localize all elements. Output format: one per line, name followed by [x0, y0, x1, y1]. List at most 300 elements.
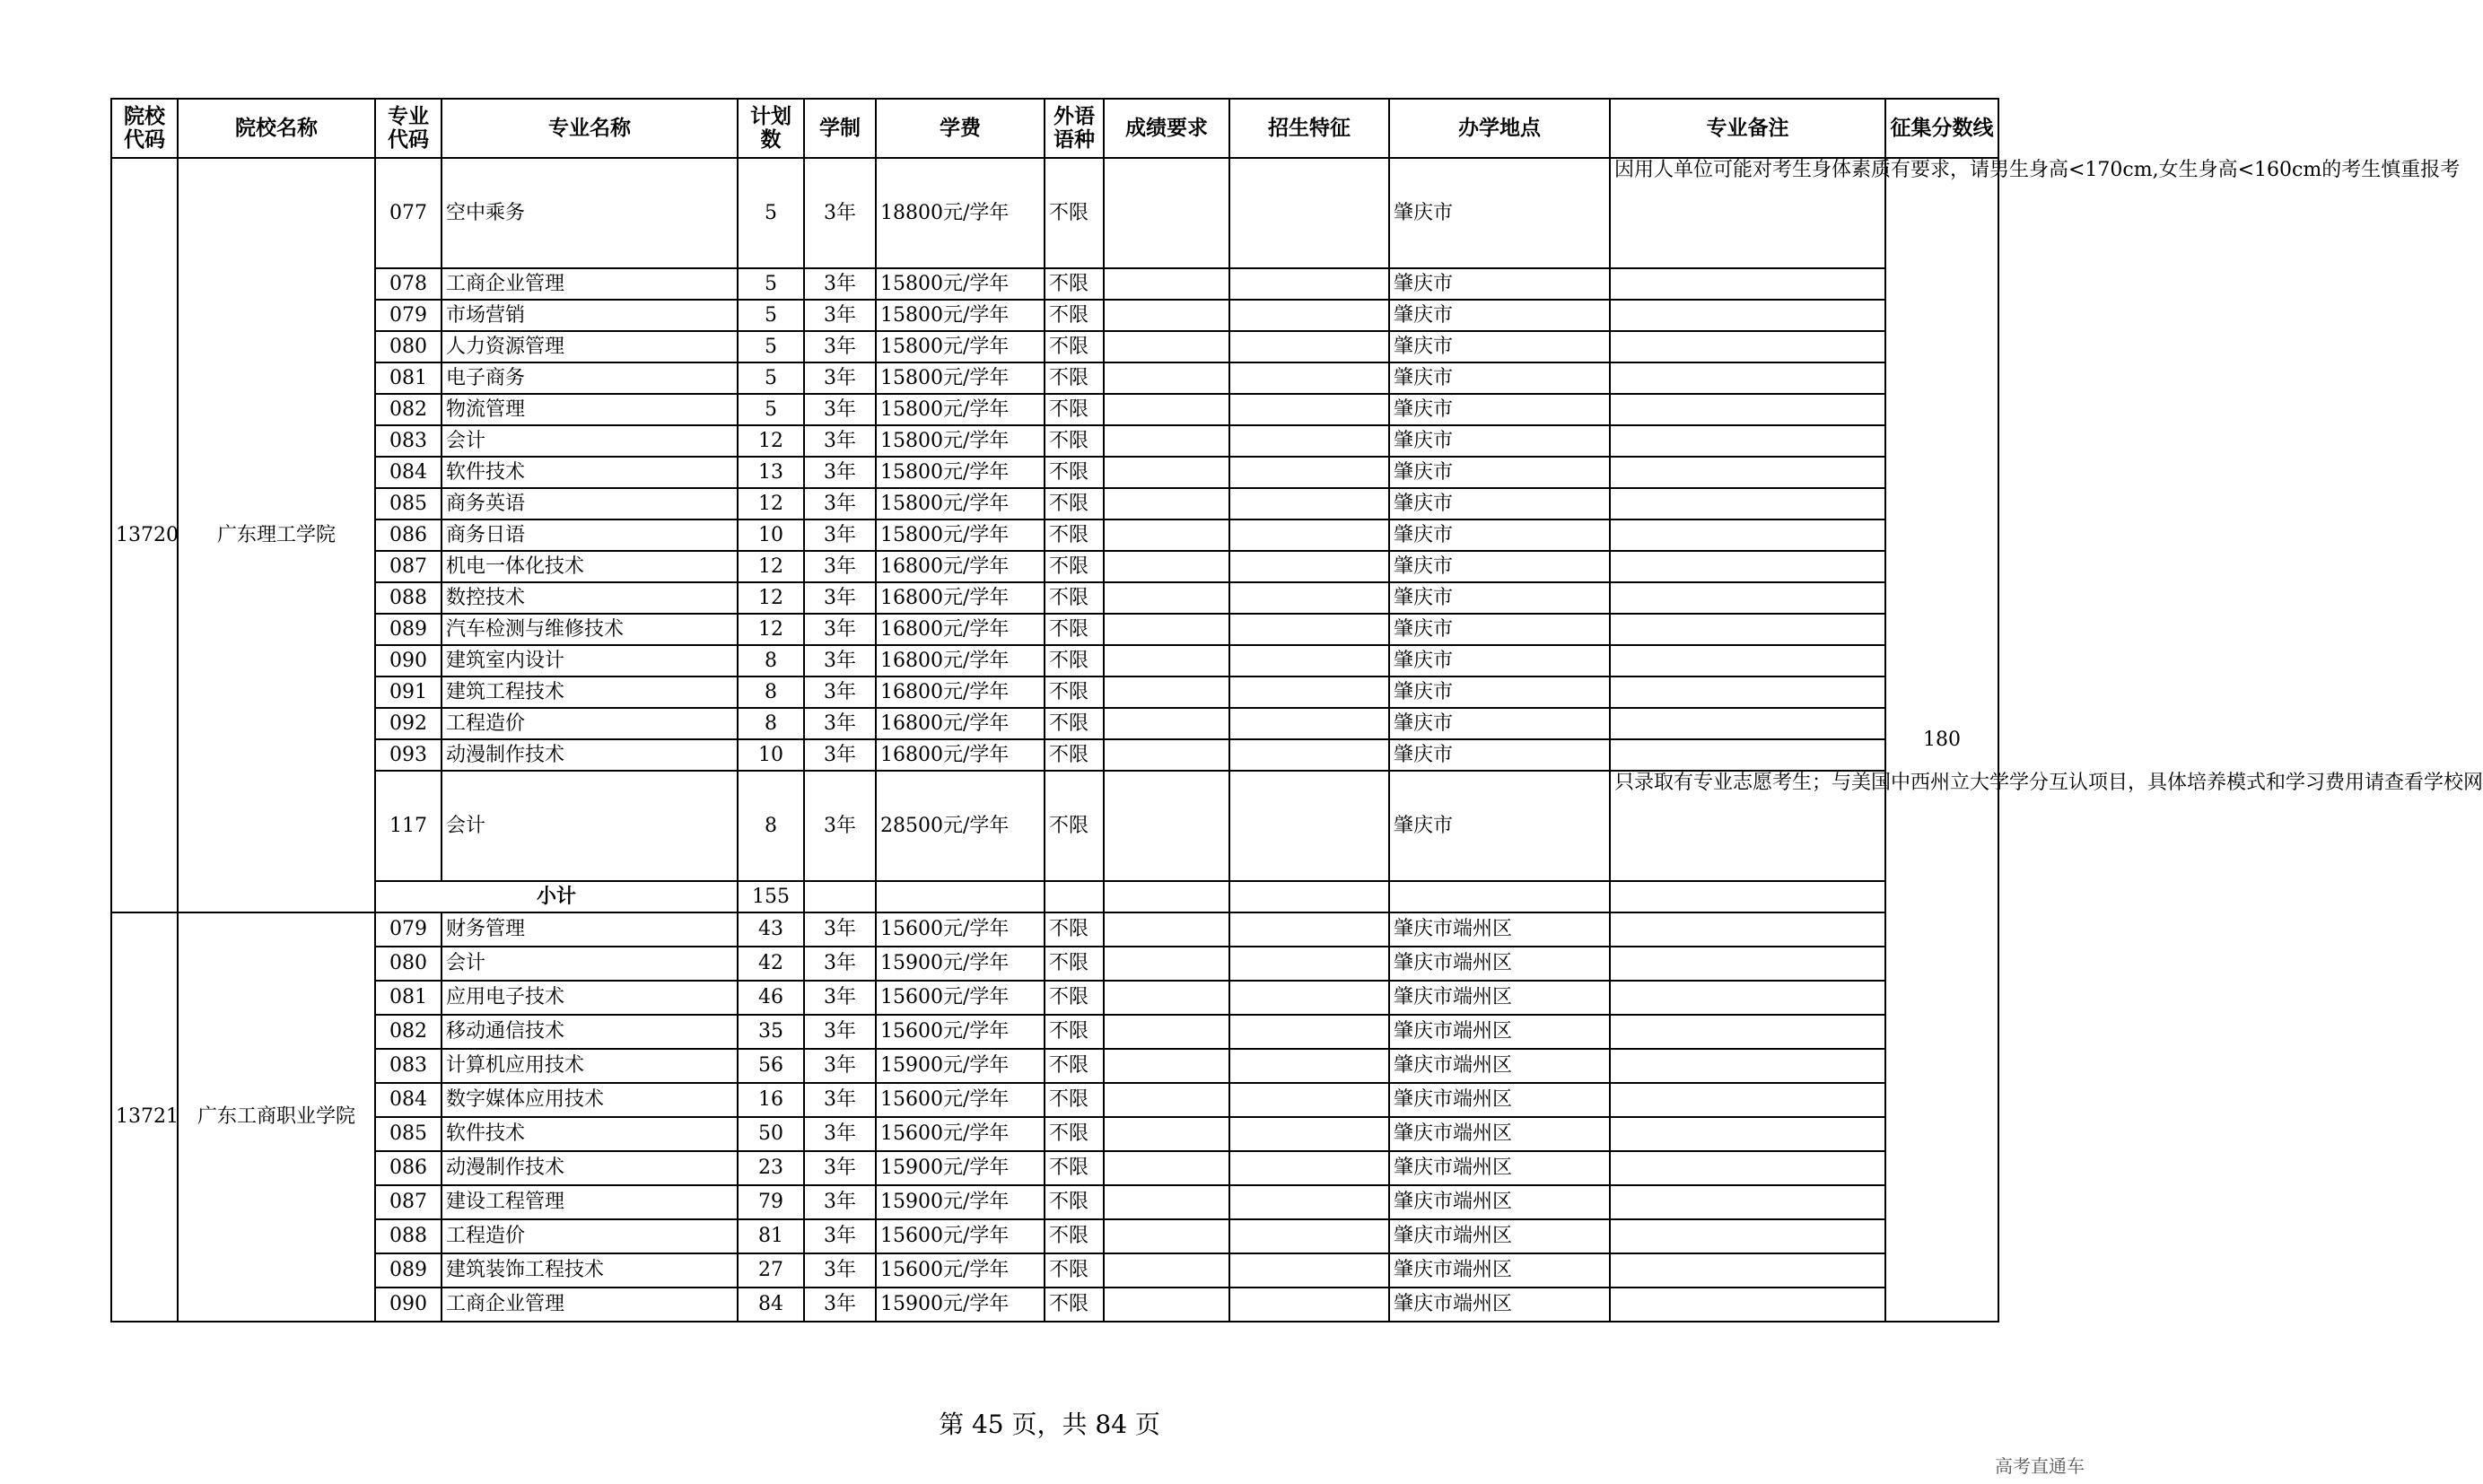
- remark-cell: [1610, 1185, 1885, 1219]
- major-name-cell: 计算机应用技术: [442, 1049, 738, 1083]
- table-row: [111, 300, 1998, 331]
- tuition-cell: 16800元/学年: [876, 677, 1045, 708]
- grade-req-cell: [1104, 708, 1229, 739]
- remark-cell: [1610, 582, 1885, 614]
- plan-cell: 5: [738, 362, 804, 394]
- features-cell: [1229, 771, 1389, 881]
- table-row: [111, 268, 1998, 300]
- table-row: [111, 519, 1998, 551]
- subtotal-years-cell: [804, 881, 876, 912]
- subtotal-tuition-cell: [876, 881, 1045, 912]
- location-cell: 肇庆市: [1389, 739, 1610, 771]
- grade-req-cell: [1104, 158, 1229, 268]
- major-code-cell: 079: [375, 912, 442, 947]
- language-cell: 不限: [1045, 981, 1104, 1015]
- major-name-cell: 动漫制作技术: [442, 739, 738, 771]
- grade-req-cell: [1104, 551, 1229, 582]
- location-cell: 肇庆市: [1389, 362, 1610, 394]
- plan-cell: 5: [738, 394, 804, 425]
- header-remark: 专业备注: [1610, 99, 1885, 158]
- years-cell: 3年: [804, 1253, 876, 1288]
- table-row: [111, 739, 1998, 771]
- grade-req-cell: [1104, 947, 1229, 981]
- tuition-cell: 15800元/学年: [876, 300, 1045, 331]
- language-cell: 不限: [1045, 268, 1104, 300]
- table-row: [111, 1219, 1998, 1253]
- plan-cell: 84: [738, 1288, 804, 1322]
- language-cell: 不限: [1045, 1151, 1104, 1185]
- location-cell: 肇庆市: [1389, 677, 1610, 708]
- major-name-cell: 工程造价: [442, 1219, 738, 1253]
- grade-req-cell: [1104, 425, 1229, 457]
- major-code-cell: 087: [375, 551, 442, 582]
- remark-cell: [1610, 1015, 1885, 1049]
- features-cell: [1229, 551, 1389, 582]
- school-name-cell: 广东工商职业学院: [178, 912, 375, 1322]
- admission-plan-table: [110, 98, 2483, 1323]
- table-row: [111, 394, 1998, 425]
- location-cell: 肇庆市: [1389, 614, 1610, 645]
- major-code-cell: 079: [375, 300, 442, 331]
- location-cell: 肇庆市: [1389, 158, 1610, 268]
- plan-cell: 13: [738, 457, 804, 488]
- major-code-cell: 083: [375, 425, 442, 457]
- table-row: [111, 1185, 1998, 1219]
- major-name-cell: 应用电子技术: [442, 981, 738, 1015]
- major-code-cell: 089: [375, 1253, 442, 1288]
- table-row: [111, 1015, 1998, 1049]
- years-cell: 3年: [804, 1151, 876, 1185]
- grade-req-cell: [1104, 1253, 1229, 1288]
- grade-req-cell: [1104, 488, 1229, 519]
- plan-cell: 27: [738, 1253, 804, 1288]
- header-plan: 计划数: [738, 99, 804, 158]
- location-cell: 肇庆市: [1389, 771, 1610, 881]
- years-cell: 3年: [804, 158, 876, 268]
- plan-cell: 43: [738, 912, 804, 947]
- major-code-cell: 083: [375, 1049, 442, 1083]
- table-row: [111, 1253, 1998, 1288]
- language-cell: 不限: [1045, 739, 1104, 771]
- tuition-cell: 16800元/学年: [876, 645, 1045, 677]
- location-cell: 肇庆市: [1389, 300, 1610, 331]
- features-cell: [1229, 1151, 1389, 1185]
- location-cell: 肇庆市端州区: [1389, 912, 1610, 947]
- features-cell: [1229, 1288, 1389, 1322]
- major-name-cell: 汽车检测与维修技术: [442, 614, 738, 645]
- language-cell: 不限: [1045, 394, 1104, 425]
- major-name-cell: 建筑室内设计: [442, 645, 738, 677]
- years-cell: 3年: [804, 771, 876, 881]
- remark-cell: [1610, 519, 1885, 551]
- major-name-cell: 数控技术: [442, 582, 738, 614]
- major-code-cell: 082: [375, 394, 442, 425]
- header-features: 招生特征: [1229, 99, 1389, 158]
- location-cell: 肇庆市: [1389, 457, 1610, 488]
- language-cell: 不限: [1045, 1083, 1104, 1117]
- major-name-cell: 财务管理: [442, 912, 738, 947]
- tuition-cell: 15600元/学年: [876, 912, 1045, 947]
- tuition-cell: 15900元/学年: [876, 1049, 1045, 1083]
- table-row: [111, 1117, 1998, 1151]
- features-cell: [1229, 488, 1389, 519]
- features-cell: [1229, 708, 1389, 739]
- years-cell: 3年: [804, 947, 876, 981]
- major-name-cell: 数字媒体应用技术: [442, 1083, 738, 1117]
- table-row: [111, 488, 1998, 519]
- remark-cell: [1610, 708, 1885, 739]
- plan-cell: 79: [738, 1185, 804, 1219]
- features-cell: [1229, 947, 1389, 981]
- language-cell: 不限: [1045, 1049, 1104, 1083]
- location-cell: 肇庆市: [1389, 331, 1610, 362]
- features-cell: [1229, 739, 1389, 771]
- table-row: [111, 771, 1998, 881]
- language-cell: 不限: [1045, 708, 1104, 739]
- features-cell: [1229, 1117, 1389, 1151]
- language-cell: 不限: [1045, 1185, 1104, 1219]
- plan-cell: 46: [738, 981, 804, 1015]
- major-code-cell: 084: [375, 1083, 442, 1117]
- language-cell: 不限: [1045, 457, 1104, 488]
- school-code-cell: 13720: [111, 158, 178, 912]
- tuition-cell: 15800元/学年: [876, 394, 1045, 425]
- grade-req-cell: [1104, 677, 1229, 708]
- language-cell: 不限: [1045, 1219, 1104, 1253]
- remark-cell: [1610, 614, 1885, 645]
- tuition-cell: 15800元/学年: [876, 519, 1045, 551]
- location-cell: 肇庆市端州区: [1389, 1015, 1610, 1049]
- plan-cell: 12: [738, 582, 804, 614]
- features-cell: [1229, 425, 1389, 457]
- major-name-cell: 会计: [442, 771, 738, 881]
- years-cell: 3年: [804, 1049, 876, 1083]
- years-cell: 3年: [804, 519, 876, 551]
- header-school-name: 院校名称: [178, 99, 375, 158]
- features-cell: [1229, 268, 1389, 300]
- grade-req-cell: [1104, 582, 1229, 614]
- plan-cell: 12: [738, 488, 804, 519]
- table-row: [111, 551, 1998, 582]
- years-cell: 3年: [804, 614, 876, 645]
- major-name-cell: 工程造价: [442, 708, 738, 739]
- tuition-cell: 15900元/学年: [876, 1288, 1045, 1322]
- grade-req-cell: [1104, 394, 1229, 425]
- language-cell: 不限: [1045, 947, 1104, 981]
- remark-cell: [1610, 331, 1885, 362]
- years-cell: 3年: [804, 331, 876, 362]
- years-cell: 3年: [804, 1015, 876, 1049]
- tuition-cell: 15800元/学年: [876, 457, 1045, 488]
- major-code-cell: 081: [375, 362, 442, 394]
- plan-cell: 5: [738, 158, 804, 268]
- major-name-cell: 电子商务: [442, 362, 738, 394]
- grade-req-cell: [1104, 1015, 1229, 1049]
- remark-cell: [1610, 1049, 1885, 1083]
- language-cell: 不限: [1045, 551, 1104, 582]
- tuition-cell: 16800元/学年: [876, 739, 1045, 771]
- major-name-cell: 建设工程管理: [442, 1185, 738, 1219]
- tuition-cell: 16800元/学年: [876, 551, 1045, 582]
- plan-cell: 8: [738, 771, 804, 881]
- features-cell: [1229, 1253, 1389, 1288]
- header-location: 办学地点: [1389, 99, 1610, 158]
- table-body: [111, 158, 2483, 1322]
- major-code-cell: 081: [375, 981, 442, 1015]
- table-row: [111, 582, 1998, 614]
- remark-cell: [1610, 300, 1885, 331]
- subtotal-grade-req-cell: [1104, 881, 1229, 912]
- major-code-cell: 088: [375, 582, 442, 614]
- table-row: [111, 158, 1998, 268]
- language-cell: 不限: [1045, 488, 1104, 519]
- score-line-cell: 180: [1885, 158, 1998, 1322]
- remark-cell: [1610, 645, 1885, 677]
- header-major-name: 专业名称: [442, 99, 738, 158]
- grade-req-cell: [1104, 912, 1229, 947]
- language-cell: 不限: [1045, 300, 1104, 331]
- tuition-cell: 15800元/学年: [876, 268, 1045, 300]
- tuition-cell: 16800元/学年: [876, 708, 1045, 739]
- subtotal-remark-cell: [1610, 881, 1885, 912]
- features-cell: [1229, 645, 1389, 677]
- location-cell: 肇庆市: [1389, 551, 1610, 582]
- major-name-cell: 工商企业管理: [442, 1288, 738, 1322]
- years-cell: 3年: [804, 1117, 876, 1151]
- language-cell: 不限: [1045, 1288, 1104, 1322]
- features-cell: [1229, 582, 1389, 614]
- location-cell: 肇庆市: [1389, 645, 1610, 677]
- grade-req-cell: [1104, 771, 1229, 881]
- language-cell: 不限: [1045, 1117, 1104, 1151]
- language-cell: 不限: [1045, 1253, 1104, 1288]
- major-code-cell: 117: [375, 771, 442, 881]
- major-name-cell: 商务日语: [442, 519, 738, 551]
- years-cell: 3年: [804, 708, 876, 739]
- tuition-cell: 15800元/学年: [876, 362, 1045, 394]
- language-cell: 不限: [1045, 519, 1104, 551]
- years-cell: 3年: [804, 1185, 876, 1219]
- years-cell: 3年: [804, 739, 876, 771]
- plan-cell: 5: [738, 268, 804, 300]
- remark-cell: [1610, 488, 1885, 519]
- school-name-cell: 广东理工学院: [178, 158, 375, 912]
- remark-cell: [1610, 1219, 1885, 1253]
- features-cell: [1229, 677, 1389, 708]
- major-name-cell: 物流管理: [442, 394, 738, 425]
- years-cell: 3年: [804, 912, 876, 947]
- major-code-cell: 086: [375, 1151, 442, 1185]
- language-cell: 不限: [1045, 331, 1104, 362]
- location-cell: 肇庆市端州区: [1389, 1117, 1610, 1151]
- subtotal-row: [111, 881, 1998, 912]
- location-cell: 肇庆市端州区: [1389, 981, 1610, 1015]
- years-cell: 3年: [804, 394, 876, 425]
- major-name-cell: 人力资源管理: [442, 331, 738, 362]
- location-cell: 肇庆市端州区: [1389, 947, 1610, 981]
- language-cell: 不限: [1045, 158, 1104, 268]
- subtotal-features-cell: [1229, 881, 1389, 912]
- major-code-cell: 085: [375, 488, 442, 519]
- years-cell: 3年: [804, 1219, 876, 1253]
- major-code-cell: 093: [375, 739, 442, 771]
- major-name-cell: 软件技术: [442, 1117, 738, 1151]
- years-cell: 3年: [804, 645, 876, 677]
- remark-cell: [1610, 1151, 1885, 1185]
- years-cell: 3年: [804, 582, 876, 614]
- location-cell: 肇庆市端州区: [1389, 1151, 1610, 1185]
- plan-cell: 5: [738, 300, 804, 331]
- tuition-cell: 28500元/学年: [876, 771, 1045, 881]
- features-cell: [1229, 1185, 1389, 1219]
- remark-cell: [1610, 268, 1885, 300]
- grade-req-cell: [1104, 981, 1229, 1015]
- table-row: [111, 1288, 1998, 1322]
- tuition-cell: 15800元/学年: [876, 425, 1045, 457]
- major-code-cell: 089: [375, 614, 442, 645]
- major-name-cell: 市场营销: [442, 300, 738, 331]
- grade-req-cell: [1104, 1185, 1229, 1219]
- remark-cell: [1610, 425, 1885, 457]
- language-cell: 不限: [1045, 912, 1104, 947]
- remark-cell: [1610, 457, 1885, 488]
- grade-req-cell: [1104, 1049, 1229, 1083]
- location-cell: 肇庆市: [1389, 425, 1610, 457]
- table-row: [111, 947, 1998, 981]
- table-row: [111, 677, 1998, 708]
- grade-req-cell: [1104, 1219, 1229, 1253]
- years-cell: 3年: [804, 362, 876, 394]
- table-row: [111, 331, 1998, 362]
- location-cell: 肇庆市: [1389, 708, 1610, 739]
- table-row: [111, 1049, 1998, 1083]
- tuition-cell: 15900元/学年: [876, 1151, 1045, 1185]
- grade-req-cell: [1104, 457, 1229, 488]
- major-code-cell: 084: [375, 457, 442, 488]
- tuition-cell: 15600元/学年: [876, 1219, 1045, 1253]
- plan-cell: 81: [738, 1219, 804, 1253]
- major-name-cell: 空中乘务: [442, 158, 738, 268]
- major-code-cell: 080: [375, 947, 442, 981]
- major-name-cell: 建筑工程技术: [442, 677, 738, 708]
- plan-cell: 10: [738, 739, 804, 771]
- language-cell: 不限: [1045, 614, 1104, 645]
- features-cell: [1229, 912, 1389, 947]
- remark-cell: [1610, 1117, 1885, 1151]
- plan-cell: 5: [738, 331, 804, 362]
- table-row: [111, 645, 1998, 677]
- tuition-cell: 15600元/学年: [876, 1083, 1045, 1117]
- major-name-cell: 机电一体化技术: [442, 551, 738, 582]
- features-cell: [1229, 1049, 1389, 1083]
- grade-req-cell: [1104, 519, 1229, 551]
- major-name-cell: 商务英语: [442, 488, 738, 519]
- table-row: [111, 912, 1998, 947]
- years-cell: 3年: [804, 425, 876, 457]
- grade-req-cell: [1104, 1117, 1229, 1151]
- years-cell: 3年: [804, 677, 876, 708]
- features-cell: [1229, 981, 1389, 1015]
- language-cell: 不限: [1045, 425, 1104, 457]
- major-code-cell: 090: [375, 1288, 442, 1322]
- header-score-line: 征集分数线: [1885, 99, 1998, 158]
- subtotal-value: 155: [738, 881, 804, 912]
- language-cell: 不限: [1045, 677, 1104, 708]
- language-cell: 不限: [1045, 771, 1104, 881]
- plan-cell: 12: [738, 425, 804, 457]
- watermark: 高考直通车: [1995, 1455, 2085, 1477]
- location-cell: 肇庆市: [1389, 519, 1610, 551]
- major-code-cell: 077: [375, 158, 442, 268]
- grade-req-cell: [1104, 739, 1229, 771]
- remark-cell: [1610, 362, 1885, 394]
- remark-cell: [1610, 1253, 1885, 1288]
- major-name-cell: 动漫制作技术: [442, 1151, 738, 1185]
- location-cell: 肇庆市端州区: [1389, 1185, 1610, 1219]
- language-cell: 不限: [1045, 362, 1104, 394]
- tuition-cell: 15600元/学年: [876, 1015, 1045, 1049]
- table-row: [111, 1083, 1998, 1117]
- grade-req-cell: [1104, 331, 1229, 362]
- tuition-cell: 15900元/学年: [876, 947, 1045, 981]
- header-row: [111, 99, 1998, 158]
- plan-cell: 8: [738, 645, 804, 677]
- location-cell: 肇庆市端州区: [1389, 1083, 1610, 1117]
- plan-cell: 35: [738, 1015, 804, 1049]
- grade-req-cell: [1104, 1288, 1229, 1322]
- table-row: [111, 425, 1998, 457]
- tuition-cell: 16800元/学年: [876, 614, 1045, 645]
- major-code-cell: 088: [375, 1219, 442, 1253]
- subtotal-label: 小计: [375, 881, 738, 912]
- grade-req-cell: [1104, 362, 1229, 394]
- remark-cell: [1610, 981, 1885, 1015]
- remark-cell: 因用人单位可能对考生身体素质有要求，请男生身高<170cm,女生身高<160cm的考生慎重报考: [1610, 158, 1885, 268]
- major-name-cell: 会计: [442, 947, 738, 981]
- features-cell: [1229, 300, 1389, 331]
- years-cell: 3年: [804, 488, 876, 519]
- major-code-cell: 090: [375, 645, 442, 677]
- plan-cell: 10: [738, 519, 804, 551]
- tuition-cell: 18800元/学年: [876, 158, 1045, 268]
- table-row: [111, 457, 1998, 488]
- grade-req-cell: [1104, 645, 1229, 677]
- tuition-cell: 16800元/学年: [876, 582, 1045, 614]
- location-cell: 肇庆市: [1389, 394, 1610, 425]
- table-row: [111, 1151, 1998, 1185]
- major-name-cell: 建筑装饰工程技术: [442, 1253, 738, 1288]
- header-school-code: 院校代码: [111, 99, 178, 158]
- grade-req-cell: [1104, 1083, 1229, 1117]
- features-cell: [1229, 1219, 1389, 1253]
- years-cell: 3年: [804, 457, 876, 488]
- major-code-cell: 082: [375, 1015, 442, 1049]
- major-name-cell: 软件技术: [442, 457, 738, 488]
- major-code-cell: 091: [375, 677, 442, 708]
- table-row: [111, 614, 1998, 645]
- language-cell: 不限: [1045, 582, 1104, 614]
- language-cell: 不限: [1045, 645, 1104, 677]
- page-footer: 第 45 页，共 84 页: [939, 1410, 1160, 1439]
- tuition-cell: 15800元/学年: [876, 331, 1045, 362]
- table-row: [111, 362, 1998, 394]
- school-code-cell: 13721: [111, 912, 178, 1322]
- major-code-cell: 078: [375, 268, 442, 300]
- major-name-cell: 工商企业管理: [442, 268, 738, 300]
- header-major-code: 专业代码: [375, 99, 442, 158]
- years-cell: 3年: [804, 300, 876, 331]
- major-code-cell: 086: [375, 519, 442, 551]
